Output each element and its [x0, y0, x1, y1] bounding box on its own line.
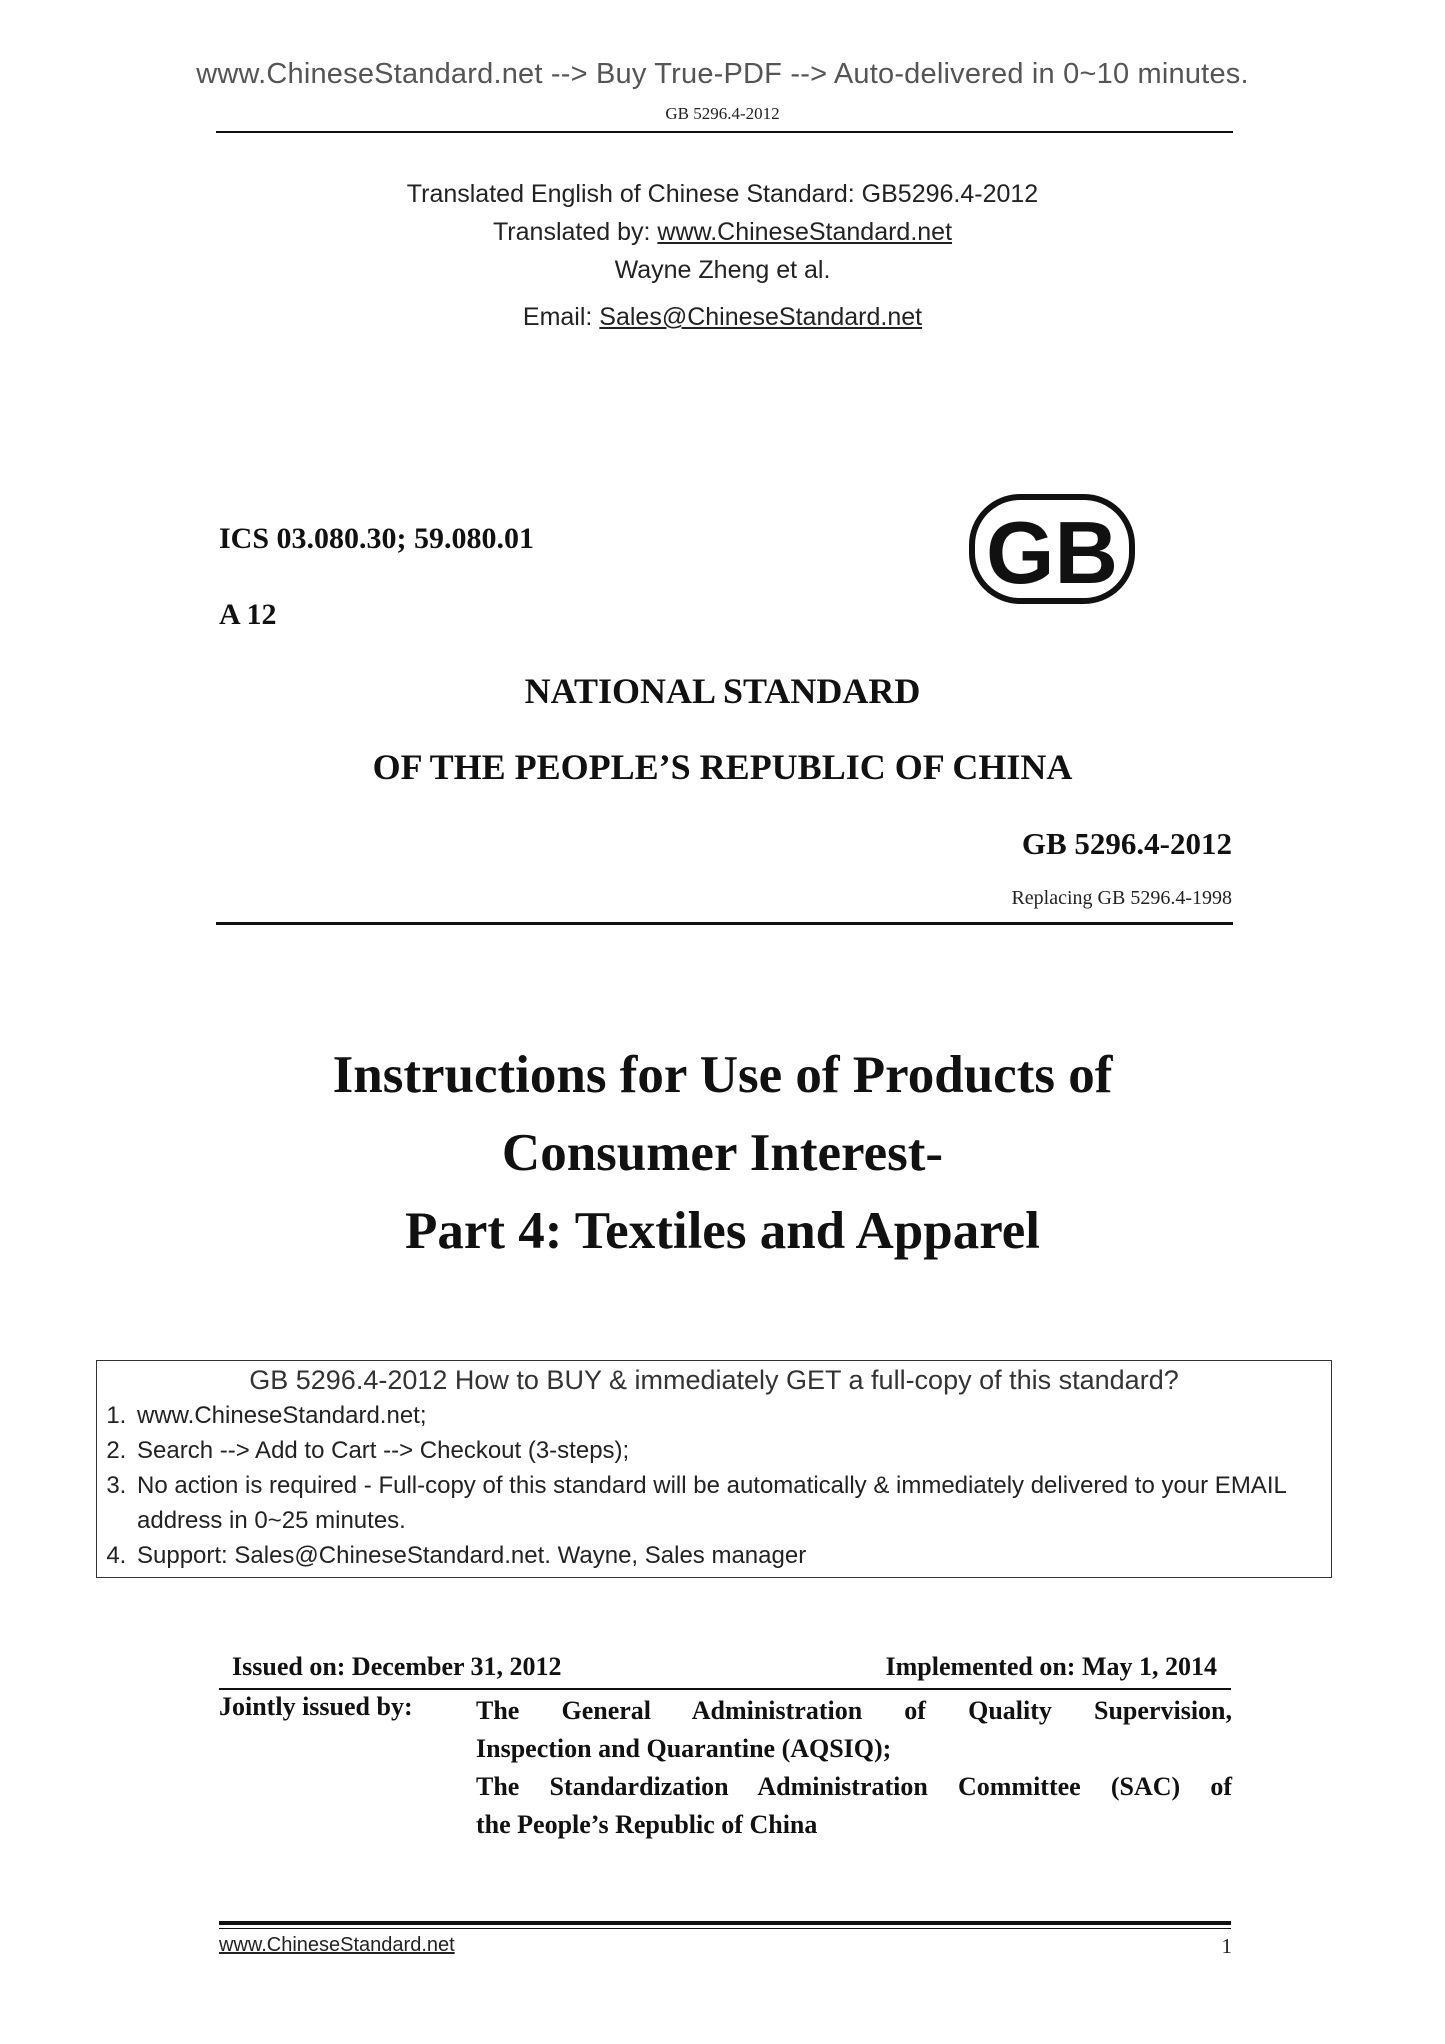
page-number: 1	[1221, 1934, 1232, 1958]
issued-date: Issued on: December 31, 2012	[232, 1652, 562, 1681]
issuer-line: Inspection and Quarantine (AQSIQ);	[476, 1734, 892, 1763]
translated-by-label: Translated by:	[492, 218, 658, 246]
national-standard-heading: NATIONAL STANDARD	[524, 671, 921, 711]
ics-code: ICS 03.080.30; 59.080.01	[219, 522, 535, 555]
purchase-step: 3. No action is required - Full-copy of this standard will be automatically & immediately delivered to your EMAIL address in 0~25 minutes.	[133, 1468, 1331, 1538]
email-line	[0, 303, 1445, 332]
implemented-date: Implemented on: May 1, 2014	[885, 1652, 1217, 1681]
email-label: Email:	[522, 303, 600, 331]
country-heading: OF THE PEOPLE’S REPUBLIC OF CHINA	[372, 747, 1073, 787]
jointly-issued-label: Jointly issued by:	[219, 1692, 413, 1721]
header-rule	[216, 131, 1233, 133]
title-line-1: Instructions for Use of Products of	[332, 1046, 1113, 1104]
footer-rule-thick	[219, 1921, 1231, 1925]
translators: Wayne Zheng et al.	[614, 256, 831, 284]
email-link[interactable]: Sales@ChineseStandard.net	[599, 303, 923, 331]
purchase-heading: GB 5296.4-2012 How to BUY & immediately GET a full-copy of this standard?	[249, 1365, 1179, 1395]
gb-logo-icon	[969, 493, 1135, 605]
issuer-line: The General Administration of Quality Supervision,	[476, 1696, 1232, 1725]
issuer-line: The Standardization Administration Committee (SAC) of	[476, 1772, 1232, 1801]
translation-line: Translated English of Chinese Standard: GB5296.4-2012	[406, 180, 1039, 208]
purchase-info-box	[96, 1360, 1332, 1578]
title-line-2: Consumer Interest-	[501, 1124, 944, 1182]
translated-by	[0, 218, 1445, 247]
issuing-bodies	[476, 1692, 1232, 1844]
translated-by-link[interactable]: www.ChineseStandard.net	[657, 218, 953, 246]
document-title	[0, 1036, 1445, 1270]
purchase-step: 4. Support: Sales@ChineseStandard.net. Wayne, Sales manager	[133, 1538, 1331, 1573]
footer-link[interactable]: www.ChineseStandard.net	[219, 1934, 455, 1956]
title-rule	[216, 922, 1233, 925]
gb-logo-text: GB	[986, 503, 1118, 602]
title-line-3: Part 4: Textiles and Apparel	[404, 1202, 1041, 1260]
header-doc-code: GB 5296.4-2012	[665, 104, 780, 123]
standard-code: GB 5296.4-2012	[1021, 826, 1232, 861]
dates-rule	[219, 1688, 1231, 1690]
ccs-code: A 12	[219, 598, 277, 631]
top-banner: www.ChineseStandard.net --> Buy True-PDF --> Auto-delivered in 0~10 minutes.	[196, 58, 1249, 90]
purchase-step: 1. www.ChineseStandard.net;	[133, 1398, 1331, 1433]
footer-rule-thin	[219, 1928, 1231, 1929]
issuer-line: the People’s Republic of China	[476, 1810, 818, 1839]
purchase-step: 2. Search --> Add to Cart --> Checkout (3-steps);	[133, 1433, 1331, 1468]
purchase-steps	[97, 1398, 1331, 1573]
replacing-note: Replacing GB 5296.4-1998	[1011, 887, 1232, 909]
